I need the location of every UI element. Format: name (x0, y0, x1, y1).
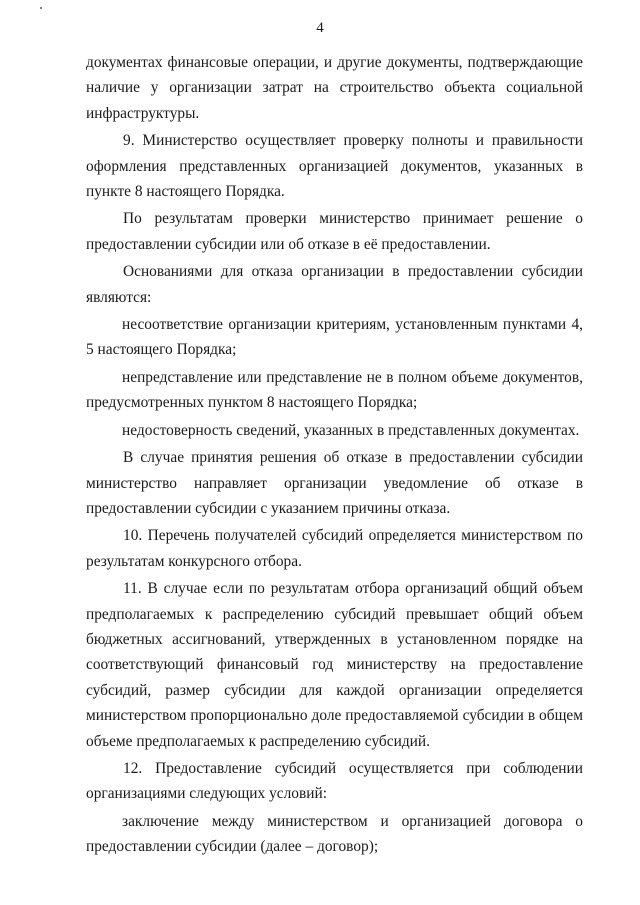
list-item-false-info: недостоверность сведений, указанных в представленных документах. (122, 421, 580, 439)
page-number: 4 (316, 20, 324, 36)
list-item-criteria: несоответствие организации критериям, установленным пунктами 4, 5 настоящего Порядка; (86, 316, 583, 359)
paragraph-refusal-grounds: Основаниями для отказа организации в предоставлении субсидии являются: (86, 263, 583, 306)
paragraph-item-12: 12. Предоставление субсидий осуществляется при соблюдении организациями следующих условий: (86, 759, 583, 803)
paragraph-item-9: 9. Министерство осуществляет проверку полноты и правильности оформления представленных организацией документов, указанных в пункте 8 настоящего Порядка. (86, 132, 583, 201)
paragraph-item-10: 10. Перечень получателей субсидий определяется министерством по результатам конкурсного отбора. (86, 527, 583, 570)
document-body (86, 50, 583, 862)
list-item-agreement: заключение между министерством и организацией договора о предоставлении субсидии (далее – договор); (86, 812, 583, 856)
list-item-documents: непредставление или представление не в полном объеме документов, предусмотренных пунктом 8 настоящего Порядка; (86, 368, 583, 412)
paragraph-decision: По результатам проверки министерство принимает решение о предоставлении субсидии или об отказе в её предоставлении. (86, 210, 583, 253)
paragraph-refusal-notice: В случае принятия решения об отказе в предоставлении субсидии министерство направляет организации уведомление об отказе в предоставлении субсидии с указанием причины отказа. (86, 449, 583, 517)
scan-artifact (40, 7, 42, 9)
paragraph-item-11: 11. В случае если по результатам отбора организаций общий объем предполагаемых к распределению субсидий превышает общий объем бюджетных ассигнований, утвержденных в установленном порядке на соответствующий финансовый год министерству на предоставление субсидий, размер субсидии для каждой организации определяется министерством пропорционально доле предоставляемой субсидии в общем объеме предполагаемых к распределению субсидий. (86, 580, 583, 750)
paragraph-continuation: документах финансовые операции, и другие документы, подтверждающие наличие у организации затрат на строительство объекта социальной инфраструктуры. (86, 54, 583, 122)
